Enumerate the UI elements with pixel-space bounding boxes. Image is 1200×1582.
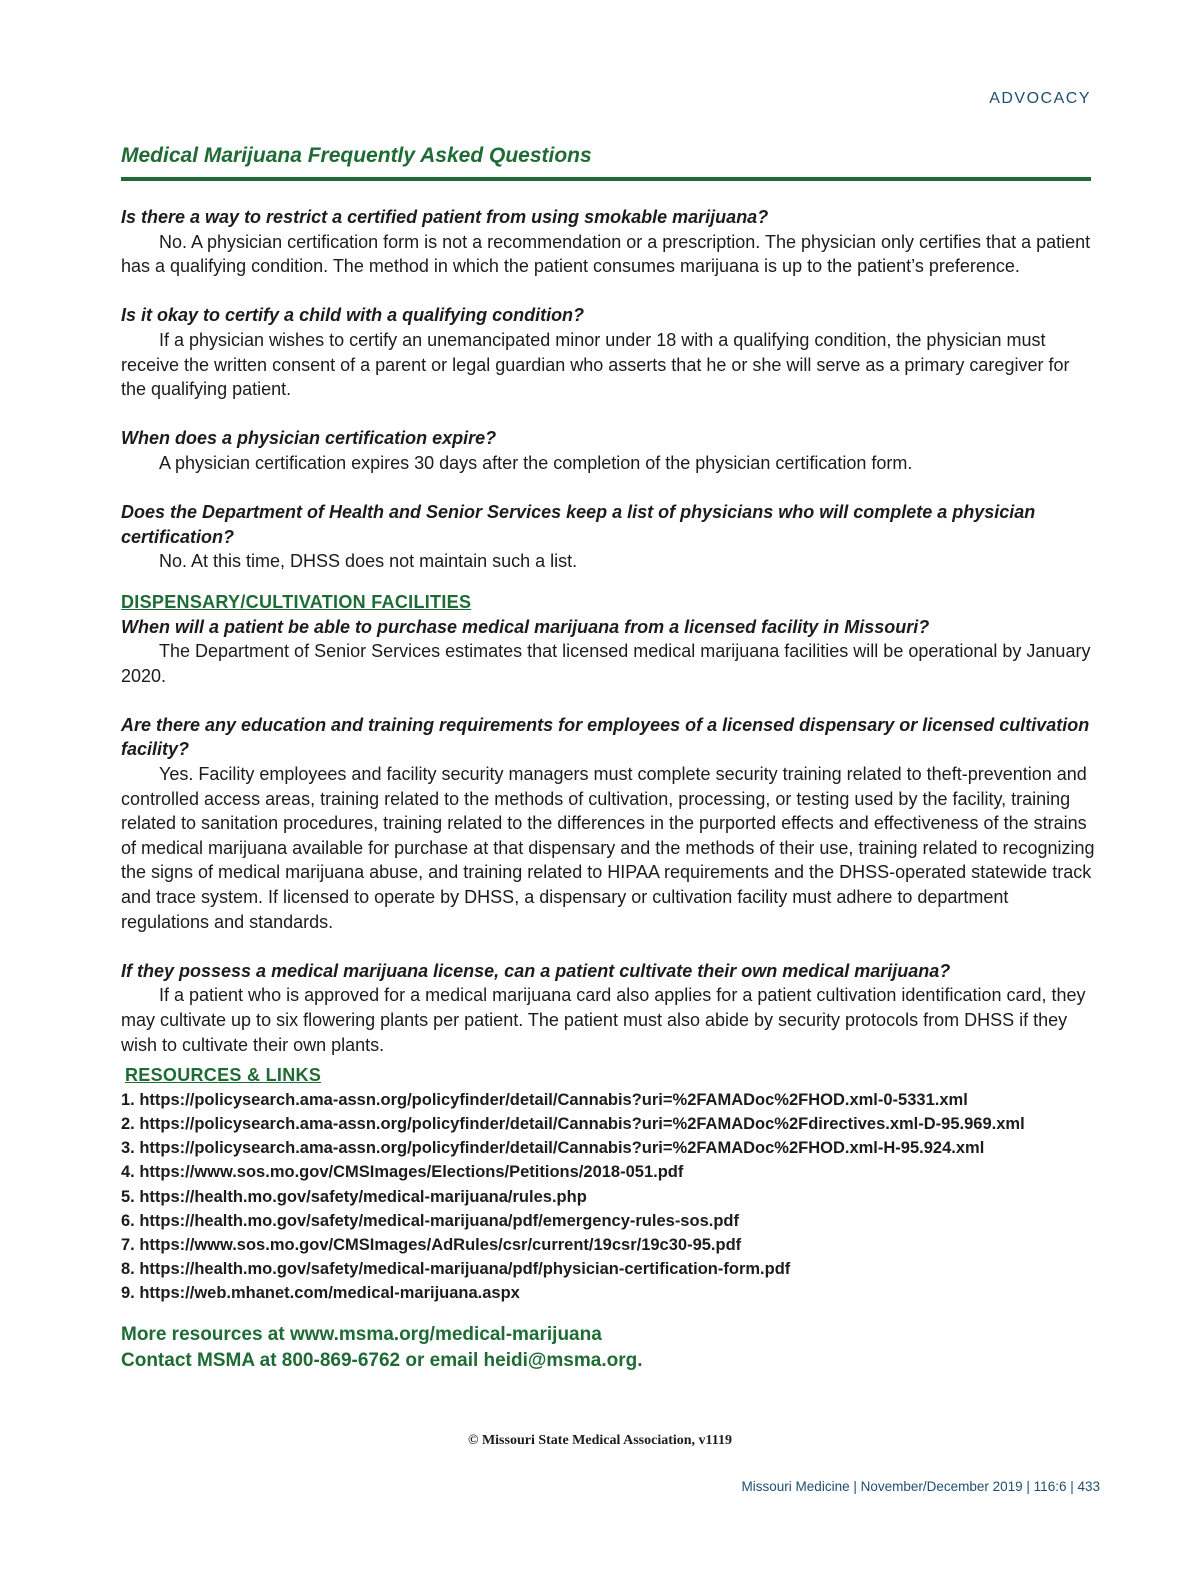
resource-link[interactable]: 1. https://policysearch.ama-assn.org/policyfinder/detail/Cannabis?uri=%2FAMADoc%2FHOD.xml-0-5331.xml: [121, 1090, 968, 1109]
faq-answer: If a patient who is approved for a medical marijuana card also applies for a patient cultivation identification card, they may cultivate up to six flowering plants per patient. The patient must also abide by security protocols from DHSS if they wish to cultivate their own plants.: [121, 985, 1086, 1055]
faq-answer: Yes. Facility employees and facility security managers must complete security training related to theft-prevention and controlled access areas, training related to the methods of cultivation, processing, or testing used by the facility, training related to sanitation procedures, training related to the differences in the purported effects and effectiveness of the strains of medical marijuana available for purchase at that dispensary and the methods of their use, training related to recognizing the signs of medical marijuana abuse, and training related to HIPAA requirements and the DHSS-operated statewide track and trace system. If licensed to operate by DHSS, a dispensary or cultivation facility must adhere to department regulations and standards.: [121, 764, 1095, 932]
article-body: [121, 205, 1096, 1375]
resource-link[interactable]: 7. https://www.sos.mo.gov/CMSImages/AdRules/csr/current/19csr/19c30-95.pdf: [121, 1236, 742, 1254]
more-resources-link[interactable]: More resources at www.msma.org/medical-marijuana: [121, 1323, 602, 1345]
section-heading-resources: RESOURCES & LINKS: [125, 1065, 322, 1086]
section-label: ADVOCACY: [989, 90, 1091, 107]
copyright-notice: © Missouri State Medical Association, v1119: [467, 1433, 732, 1448]
page-title: Medical Marijuana Frequently Asked Questions: [121, 144, 592, 167]
faq-question: Is there a way to restrict a certified patient from using smokable marijuana?: [121, 207, 769, 227]
resource-link[interactable]: 3. https://policysearch.ama-assn.org/policyfinder/detail/Cannabis?uri=%2FAMADoc%2FHOD.xml-H-95.924.xml: [121, 1139, 985, 1158]
resource-link[interactable]: 2. https://policysearch.ama-assn.org/policyfinder/detail/Cannabis?uri=%2FAMADoc%2Fdirectives.xml-D-95.969.xml: [121, 1114, 1025, 1133]
more-resources-block: [121, 1322, 1096, 1375]
faq-answer: No. At this time, DHSS does not maintain such a list.: [159, 551, 578, 572]
resource-links: [121, 1088, 1096, 1306]
contact-info[interactable]: Contact MSMA at 800-869-6762 or email heidi@msma.org.: [121, 1350, 643, 1372]
faq-question: When will a patient be able to purchase medical marijuana from a licensed facility in Missouri?: [121, 616, 930, 637]
faq-answer: A physician certification expires 30 days after the completion of the physician certification form.: [159, 452, 913, 473]
resource-link[interactable]: 9. https://web.mhanet.com/medical-marijuana.aspx: [121, 1284, 520, 1303]
faq-answer: The Department of Senior Services estimates that licensed medical marijuana facilities will be operational by January 2020.: [121, 641, 1091, 686]
faq-answer: No. A physician certification form is not a recommendation or a prescription. The physician only certifies that a patient has a qualifying condition. The method in which the patient consumes marijuana is up to the patient’s preference.: [121, 231, 1091, 277]
faq-answer: If a physician wishes to certify an unemancipated minor under 18 with a qualifying condition, the physician must receive the written consent of a parent or legal guardian who asserts that he or she will serve as a primary caregiver for the qualifying patient.: [121, 329, 1070, 400]
faq-question: When does a physician certification expire?: [121, 428, 497, 449]
section-heading-dispensary: DISPENSARY/CULTIVATION FACILITIES: [121, 591, 472, 612]
resource-link[interactable]: 4. https://www.sos.mo.gov/CMSImages/Elections/Petitions/2018-051.pdf: [121, 1163, 684, 1182]
title-divider: [121, 177, 1091, 181]
page-footer: Missouri Medicine | November/December 2019 | 116:6 | 433: [741, 1479, 1100, 1494]
faq-question: Does the Department of Health and Senior Services keep a list of physicians who will complete a physician certification?: [121, 502, 1036, 547]
faq-question: Are there any education and training requirements for employees of a licensed dispensary or licensed cultivation facility?: [121, 714, 1090, 760]
resource-link[interactable]: 8. https://health.mo.gov/safety/medical-marijuana/pdf/physician-certification-form.pdf: [121, 1260, 791, 1279]
resource-link[interactable]: 5. https://health.mo.gov/safety/medical-marijuana/rules.php: [121, 1187, 587, 1206]
faq-question: Is it okay to certify a child with a qualifying condition?: [121, 305, 585, 326]
resource-link[interactable]: 6. https://health.mo.gov/safety/medical-marijuana/pdf/emergency-rules-sos.pdf: [121, 1211, 739, 1230]
faq-question: If they possess a medical marijuana license, can a patient cultivate their own medical marijuana?: [121, 960, 951, 981]
